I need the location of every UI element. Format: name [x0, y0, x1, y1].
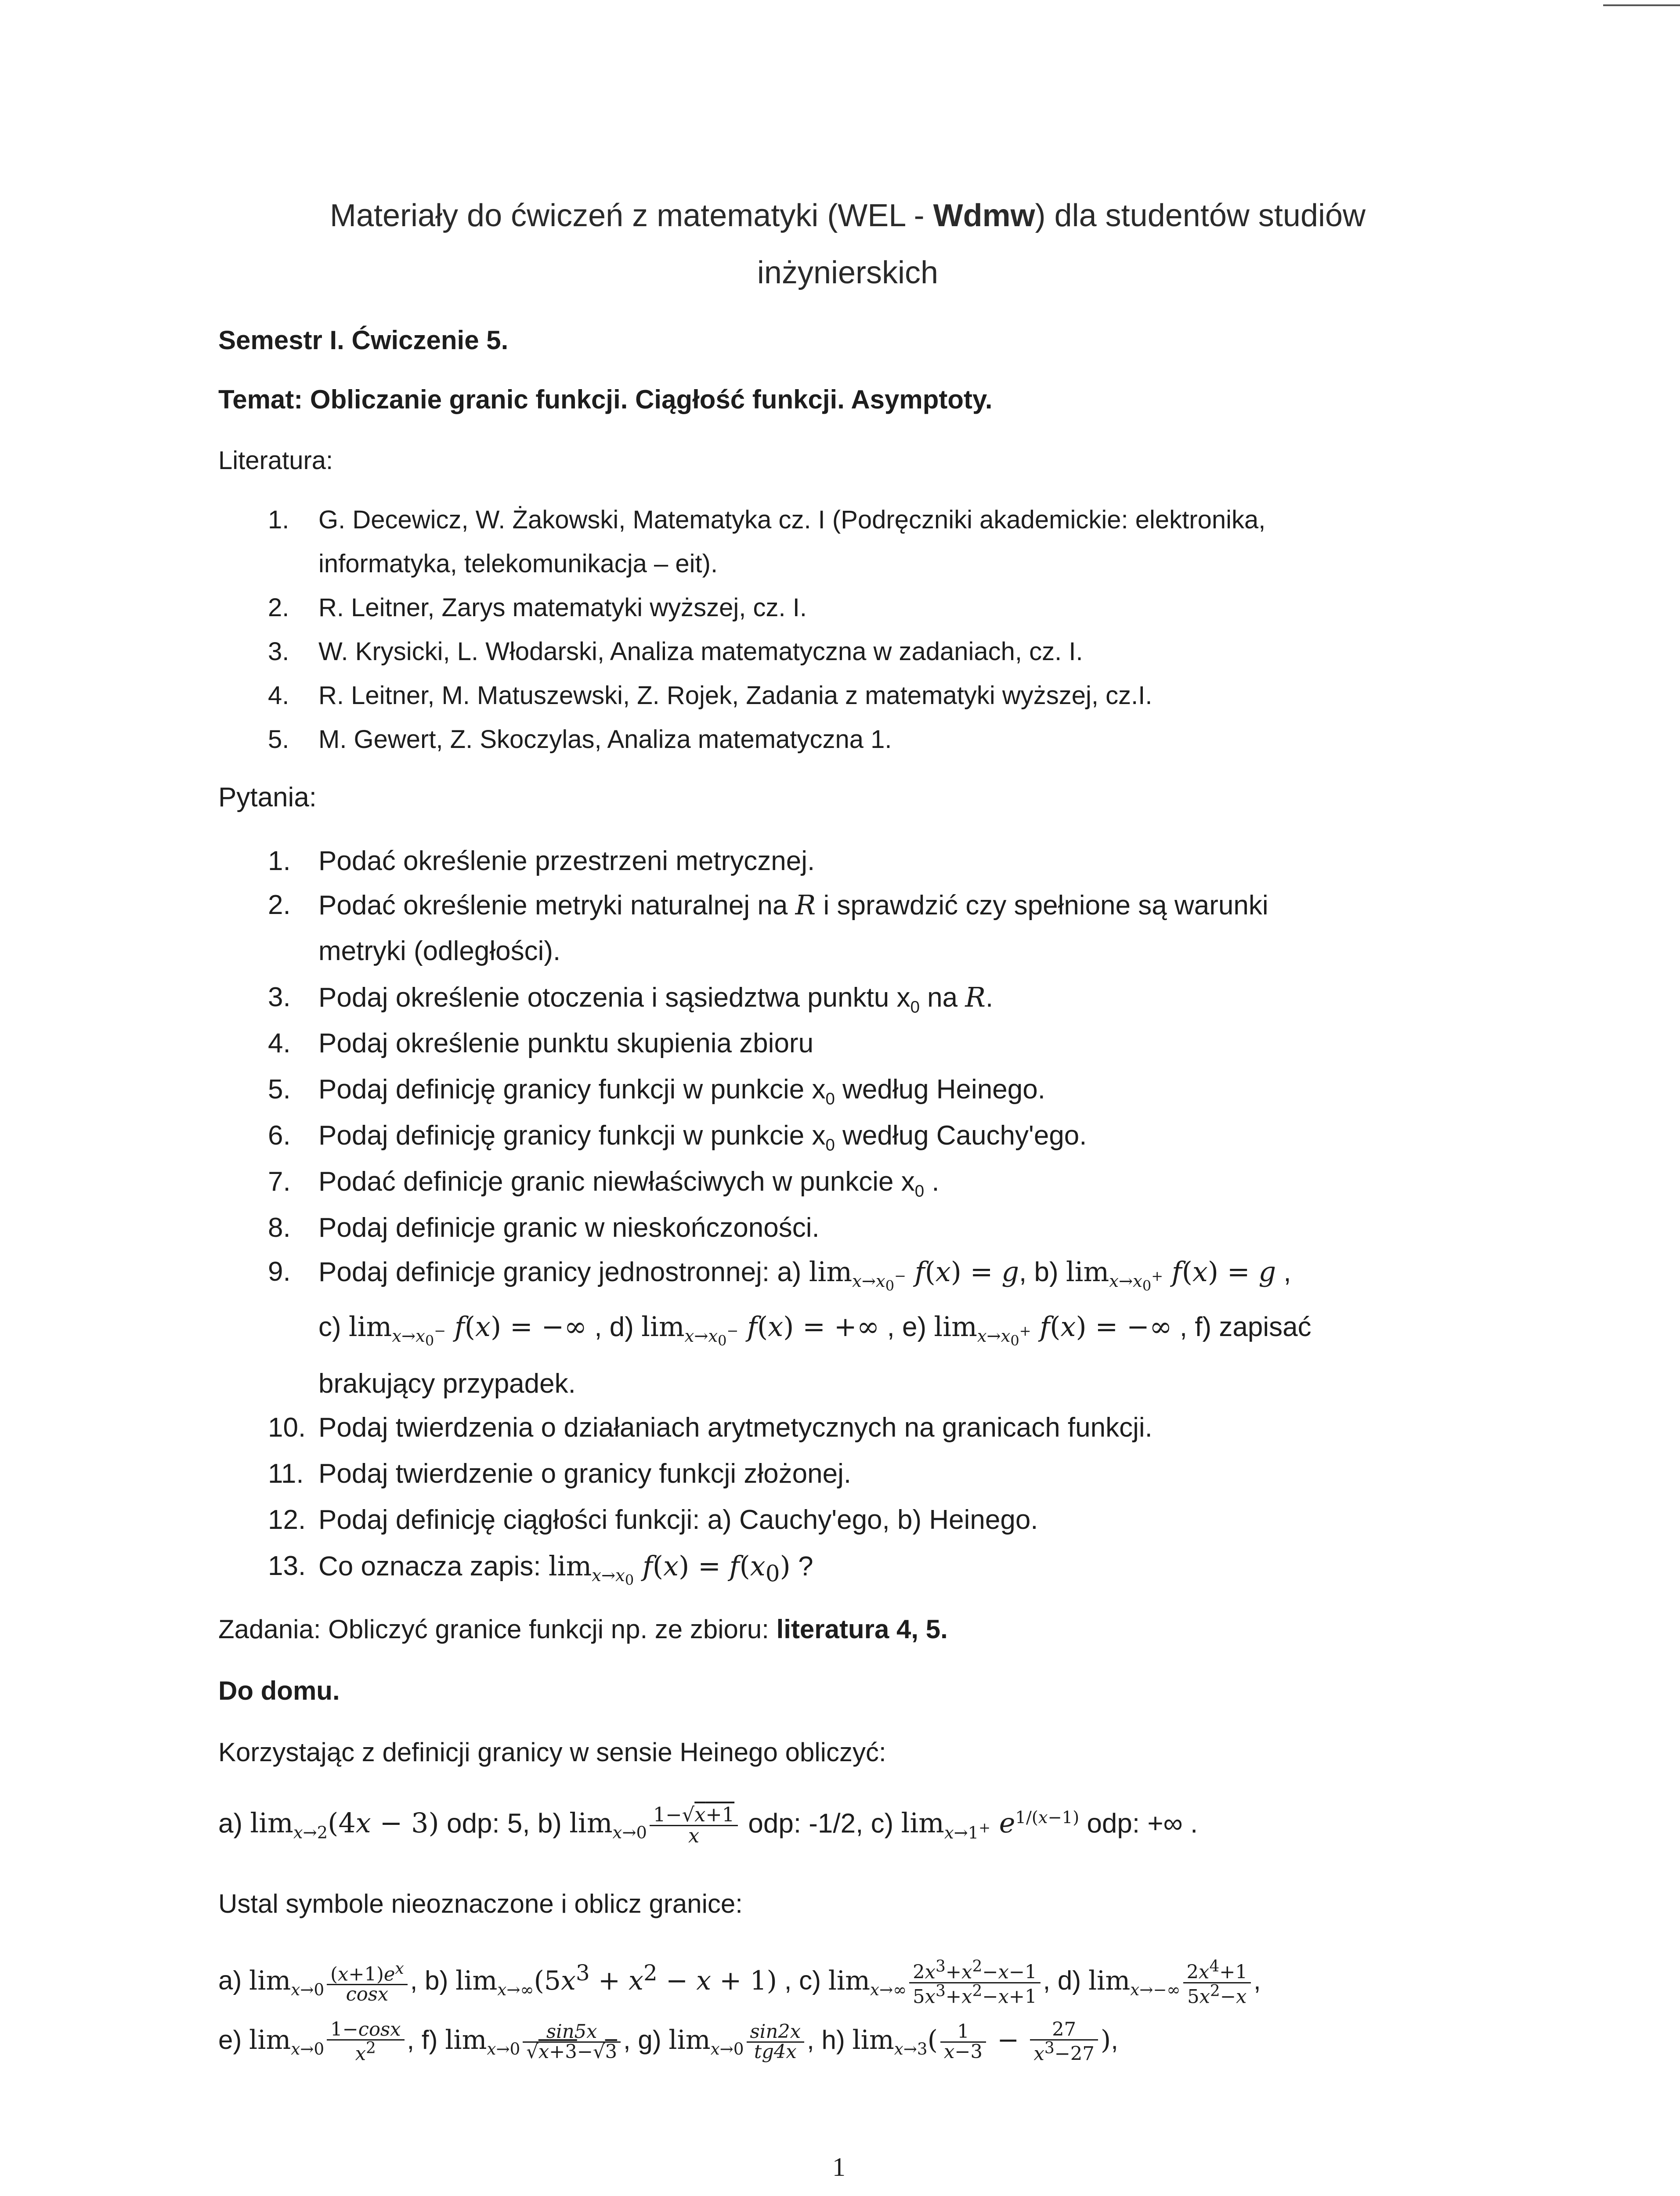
formula-continuity: $\lim_{x\to x_0} f(x) = f(x_0)$ [548, 1550, 791, 1589]
document-title-line2: inżynierskich [757, 255, 939, 290]
formula-one-sided-right: $\lim_{x\to x_0^+} f(x) = g$ [1066, 1256, 1276, 1295]
topic-heading: Temat: Obliczanie granic funkcji. Ciągłość funkcji. Asymptoty. [218, 385, 993, 414]
formula-left-plus-inf: $\lim_{x\to x_0^-} f(x)$ = +∞ [641, 1311, 880, 1350]
homework-heading: Do domu. [218, 1676, 340, 1705]
questions-label: Pytania: [218, 782, 317, 813]
formula-right-minus-inf: $\lim_{x\to x_0^+} f(x)$ = −∞ [934, 1311, 1172, 1350]
semester-heading: Semestr I. Ćwiczenie 5. [218, 325, 509, 355]
tasks-line: Zadania: Obliczyć granice funkcji np. ze zbioru: literatura 4, 5. [218, 1614, 948, 1644]
formula-heine-c: $\lim_{x\to 1^+} e^{1/(x-1)}$ [901, 1807, 1080, 1843]
formula-left-minus-inf: $\lim_{x\to x_0^-} f(x)$ = −∞ [348, 1311, 587, 1350]
heine-intro: Korzystając z definicji granicy w sensie Heinego obliczyć: [218, 1737, 886, 1767]
document-title: Materiały do ćwiczeń z matematyki (WEL - Wdmw) dla studentów studiów [329, 198, 1366, 233]
document-page: Materiały do ćwiczeń z matematyki (WEL - Wdmw) dla studentów studiów inżynierskich Semestr I. Ćwiczenie 5. Temat: Obliczanie granic funkcji. Ciągłość funkcji. Asymptoty. Literatura: 1. G. Decewicz, W. Żakowski, Matematyka cz. I (Podręczniki akademickie: elektronika, informatyka, telekomunikacja – eit). 2. R. Leitner, Zarys matematyki wyższej, cz. I. 3. W. Krysicki, L. Włodarski, Analiza matematyczna w zadaniach, cz. I. 4. R. Leitner, M. Matuszewski, Z. Rojek, Zadania z matematyki wyższej, cz.I. 5. M. Gewert, Z. Skoczylas, Analiza matematyczna 1. Pytania: 1. Podać określenie przestrzeni metrycznej. 2. Podać określenie metryki naturalnej na R i sprawdzić czy spełnione są warunki metryki (odległości). 3. Podaj określenie otoczenia i sąsiedztwa punktu $x_0$ na R. 4. Podaj określenie punktu skupienia zbioru 5. Podaj definicję granicy funkcji w punkcie $x_0$ według Heinego. 6. Podaj definicję granicy funkcji w punkcie $x_0$ według Cauchy'ego. 7. Podać definicje granic niewłaściwych w punkcie $x_0$ . 8. Podaj definicje granic w nieskończoności. 9. Podaj definicje granicy jednostronnej: a) $\lim_{x\to x_0^-} f(x) = g$, b) $\lim_{x\to x_0^+} f(x) = g$ , c) $\lim_{x\to x_0^-} f(x)$ = −∞ , d) $\lim_{x\to x_0^-} f(x)$ = +∞ , e) $\lim_{x\to x_0^+} f(x)$ = −∞ , f) zapisać brakujący przypadek. 10. Podaj twierdzenia o działaniach arytmetycznych na granicach funkcji. 11. Podaj twierdzenie o granicy funkcji złożonej. 12. Podaj definicję ciągłości funkcji: a) Cauchy'ego, b) Heinego. 13. Co oznacza zapis: $\lim_{x\to x_0} f(x) = f(x_0)$ ? Zadania: Obliczyć granice funkcji np. ze zbioru: literatura 4, 5. Do domu. Korzystając z definicji granicy w sensie Heinego obliczyć: a) $\lim_{x\to 2}(4x - 3)$ odp: 5, b) $\lim_{x\to 0}$ $\frac{1-√x+1}{x}$ odp: -1/2, c) $\lim_{x\to 1^+} e^{1/(x-1)}$ odp: +∞ . Ustal symbole nieoznaczone i oblicz granice: a) $\lim_{x\to 0}$ $\frac{(x+1)e^x}{\cos x}$ , b) $\lim_{x\to\infty}(5x^3 + x^2 - x + 1)$ , c) $\lim_{x\to\infty}$ $\frac{2x^3+x^2-x-1}{5x^3+x^2-x+1}$ , d) $\lim_{x\to-\infty}$ $\frac{2x^4+1}{5x^2-x}$ , e) $\lim_{x\to 0}$ $\frac{1-\cos x}{x^2}$ , f) $\lim_{x\to 0}$ $\frac{\sin 5x}{√x+3-√3}$ , g) $\lim_{x\to 0}$ $\frac{\sin 2x}{tg4x}$ , h) $\lim_{x\to 3}$( $\frac{1}{x-3}$ − $\frac{27}{x^3-27}$ ), 1 [0, 0, 1680, 2196]
symbols-exercises-row2: e) $\lim_{x\to 0}$ $\frac{1-\cos x}{x^2}$ , f) $\lim_{x\to 0}$ $\frac{\sin 5x}{√x+3-√3}$ , g) $\lim_{x\to 0}$ $\frac{\sin 2x}{tg4x}$ , h) $\lim_{x\to 3}$( $\frac{1}{x-3}$ − $\frac{27}{x^3-27}$ ), [218, 2019, 1118, 2065]
heine-exercises: a) $\lim_{x\to 2}(4x - 3)$ odp: 5, b) $\lim_{x\to 0}$ $\frac{1-√x+1}{x}$ odp: -1/2, c) $\lim_{x\to 1^+} e^{1/(x-1)}$ odp: +∞ . [218, 1803, 1198, 1847]
page-number: 1 [832, 2153, 845, 2182]
title-bold-code: Wdmw [933, 198, 1035, 233]
question-item-continuation: brakujący przypadek. [318, 1369, 576, 1399]
literature-label: Literatura: [218, 446, 333, 475]
scan-edge-line-top [1603, 4, 1680, 6]
formula-heine-a: $\lim_{x\to 2}(4x - 3)$ [250, 1807, 439, 1843]
formula-one-sided-left: $\lim_{x\to x_0^-} f(x) = g$ [809, 1256, 1019, 1295]
question-item-continuation: c) $\lim_{x\to x_0^-} f(x)$ = −∞ , d) $\lim_{x\to x_0^-} f(x)$ = +∞ , e) $\lim_{x\to x_0^+} f(x)$ = −∞ , f) zapisać [318, 1311, 1311, 1350]
literature-item-continuation: informatyka, telekomunikacja – eit). [318, 549, 718, 578]
symbols-exercises-row1: a) $\lim_{x\to 0}$ $\frac{(x+1)e^x}{\cos x}$ , b) $\lim_{x\to\infty}(5x^3 + x^2 - x + 1)$ , c) $\lim_{x\to\infty}$ $\frac{2x^3+x^2-x-1}{5x^3+x^2-x+1}$ , d) $\lim_{x\to-\infty}$ $\frac{2x^4+1}{5x^2-x}$ , [218, 1958, 1261, 2008]
symbols-intro: Ustal symbole nieoznaczone i oblicz granice: [218, 1889, 743, 1918]
question-item-continuation: metryki (odległości). [318, 936, 561, 966]
formula-heine-b: $\lim_{x\to 0}$ $\frac{1-√x+1}{x}$ [569, 1807, 741, 1839]
